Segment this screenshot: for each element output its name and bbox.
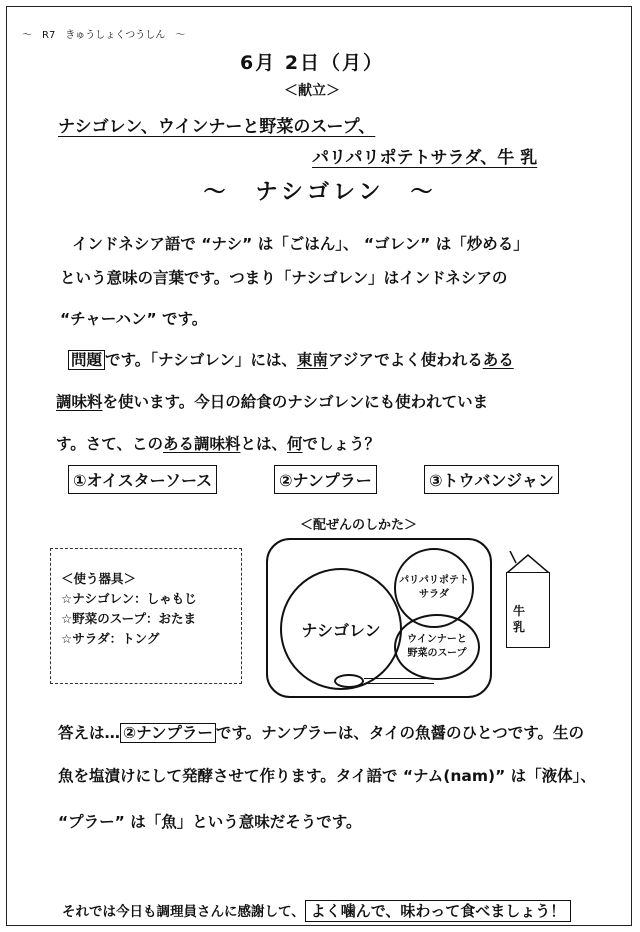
question-label: 問題 [68,350,105,370]
utensils-title: ＜使う器具＞ [61,571,137,586]
choice-1: ①オイスターソース [68,465,217,494]
answer-box: ②ナンプラー [120,723,216,743]
utensil-item: ☆ナシゴレン：しゃもじ [61,591,197,606]
milk-carton [506,572,550,648]
small-plate [334,674,364,688]
serving-title: ＜配ぜんのしかた＞ [300,518,418,533]
main-bowl: ナシゴレン [280,568,402,690]
paragraph-line-2: という意味の言葉です。つまり「ナシゴレン」はインドネシアの [60,269,508,287]
question-line-2: 調味料を使います。今日の給食のナシゴレンにも使われていま [56,393,489,411]
milk-label: 牛 乳 [513,604,526,634]
serving-tray [266,538,492,698]
menu-line-1: ナシゴレン、ウインナーと野菜のスープ、 [58,117,376,137]
salad-bowl: パリパリポテト サラダ [394,548,474,628]
newsletter-header: ～ R7 きゅうしょくつうしん ～ [22,30,186,41]
utensil-item: ☆野菜のスープ：おたま [61,611,196,626]
choice-2: ②ナンプラー [274,465,377,494]
closing-message: それでは今日も調理員さんに感謝して、 よく噛んで、味わって食べましょう！ [62,900,571,921]
paragraph-line-3: “チャーハン” です。 [60,310,208,328]
answer-line-2: 魚を塩漬けにして発酵させて作ります。タイ語で “ナム(nam)” は「液体」、 [58,767,596,785]
menu-label: ＜献立＞ [284,83,340,99]
carton-top-icon [506,551,550,573]
paragraph-line-1: インドネシア語で “ナシ” は「ごはん」、 “ゴレン” は「炒める」 [72,235,529,253]
choice-3: ③トウバンジャン [424,465,559,494]
menu-line-2: パリパリポテトサラダ、牛 乳 [312,148,538,168]
chopsticks [364,678,434,684]
answer-line-3: “プラー” は「魚」という意味だそうです。 [58,813,362,831]
soup-bowl: ウインナーと 野菜のスープ [394,614,480,680]
utensil-item: ☆サラダ：トング [61,631,160,646]
question-line-3: す。さて、このある調味料とは、何でしょう？ [56,435,381,453]
question-line-1: 問題 です。「ナシゴレン」には、東南アジアでよく使われるある [68,348,514,370]
menu-date: 6月 2日（月） [240,52,385,74]
utensils-box [50,548,242,684]
closing-box: よく噛んで、味わって食べましょう！ [305,900,572,922]
answer-line-1: 答えは… ②ナンプラー です。ナンプラーは、タイの魚醤のひとつです。生の [58,724,585,742]
topic-title: ～ ナシゴレン ～ [203,180,437,205]
